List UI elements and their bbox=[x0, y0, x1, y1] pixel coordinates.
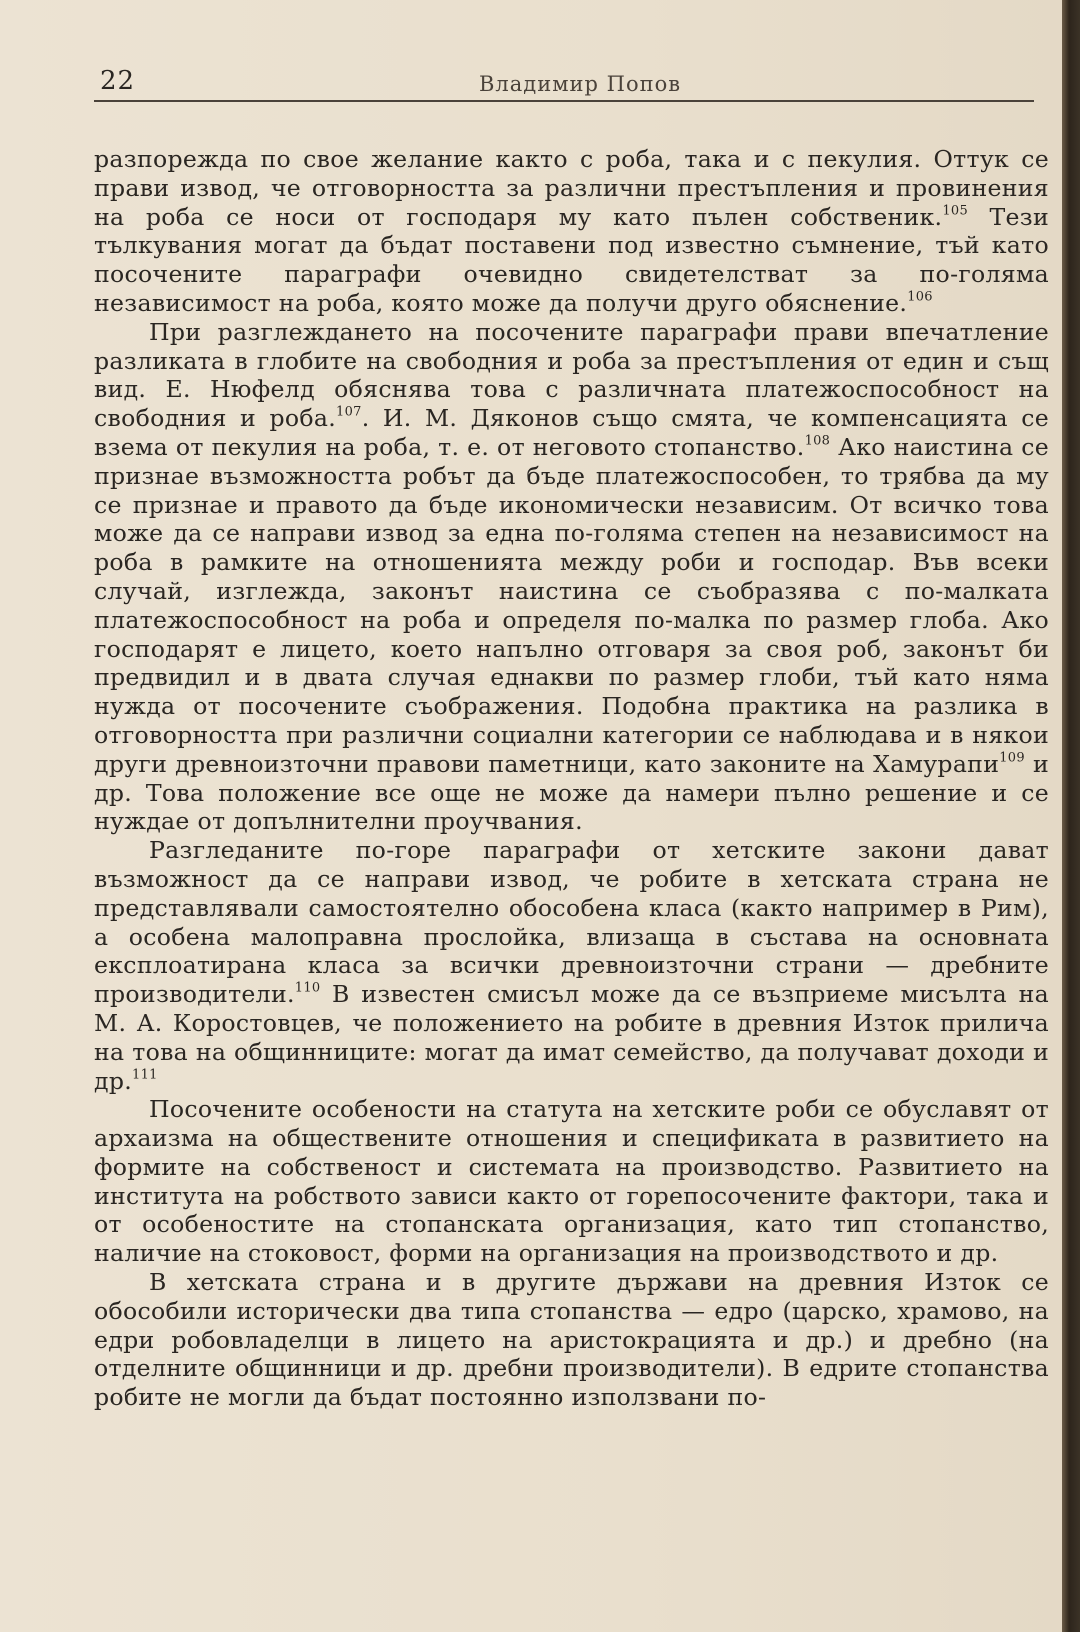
body-text bbox=[94, 145, 1049, 1412]
footnote-ref: 105 bbox=[942, 203, 969, 219]
paragraph-text: Посочените особености на статута на хетските роби се обуславят от архаизма на обществените отношения и спецификата в развитието на формите на собственост и системата на производство. Развитието на института на робството зависи както от горепосочените фактори, така и от особеностите на стопанската организация, като тип стопанство, наличие на стоковост, форми на организация на производството и др. bbox=[94, 1095, 1049, 1268]
paragraph-text: и др. Това положение все още не може да намери пълно решение и се нуждае от допълнителни проучвания. bbox=[94, 749, 1049, 836]
page-binding-edge bbox=[1062, 0, 1080, 1632]
footnote-ref: 110 bbox=[294, 980, 321, 996]
footnote-ref: 107 bbox=[336, 404, 362, 420]
page-header bbox=[94, 62, 1044, 102]
paragraph bbox=[94, 318, 1049, 836]
running-head: Владимир Попов bbox=[479, 72, 682, 96]
paragraph bbox=[94, 1268, 1049, 1412]
footnote-ref: 106 bbox=[907, 289, 933, 305]
footnote-ref: 111 bbox=[132, 1067, 158, 1083]
header-rule bbox=[94, 100, 1034, 102]
paragraph-text: В хетската страна и в другите държави на древния Изток се обособили исторически два типа стопанства — едро (царско, храмово, на едри робовладелци в лицето на аристокрацията и др.) и дребно (на отделните общинници и др. дребни производители). В едрите стопанства робите не могли да бъдат постоянно използвани по- bbox=[94, 1268, 1049, 1412]
paragraph bbox=[94, 145, 1049, 318]
paragraph-text: разпорежда по свое желание както с роба, така и с пекулия. Оттук се прави извод, че отговорността за различни престъпления и провинения на роба се носи от господаря му като пълен собственик. bbox=[94, 145, 1049, 231]
paragraph-text: При разглеждането на посочените параграфи прави впечатление разликата в глобите на свободния и роба за престъпления от един и същ вид. Е. Нюфелд обяснява това с различната платежоспособност на свободния и роба. bbox=[94, 317, 1049, 433]
footnote-ref: 109 bbox=[999, 750, 1025, 766]
paragraph bbox=[94, 1095, 1049, 1268]
paragraph-text: Тези тълкувания могат да бъдат поставени под известно съмнение, тъй като посочените параграфи очевидно свидетелстват за по-голяма независимост на роба, която може да получи друго обяснение. bbox=[94, 202, 1049, 317]
paragraph-text: В известен смисъл може да се възприеме мисълта на М. А. Коростовцев, че положението на робите в древния Изток прилича на това на общинниците: могат да имат семейство, да получават доходи и др. bbox=[94, 980, 1049, 1095]
paragraph-text: Разгледаните по-горе параграфи от хетските закони дават възможност да се направи извод, че робите в хетската страна не представлявали самостоятелно обособена класа (както например в Рим), а особена малоправна прослойка, влизаща в състава на основната експлоатирана класа за всички древноизточни страни — дребните производители. bbox=[94, 836, 1049, 1009]
paragraph-text: . И. М. Дяконов също смята, че компенсацията се взема от пекулия на роба, т. е. от неговото стопанство. bbox=[94, 404, 1049, 461]
page-number: 22 bbox=[100, 66, 136, 96]
paragraph-text: Ако наистина се признае възможността робът да бъде платежоспособен, то трябва да му се признае и правото да бъде икономически независим. От всичко това може да се направи извод за една по-голяма степен на независимост на роба в рамките на отношенията между роби и господар. Във всеки случай, изглежда, законът наистина се съобразява с по-малката платежоспособност на роба и определя по-малка по размер глоба. Ако господарят е лицето, което напълно отговаря за своя роб, законът би предвидил и в двата случая еднакви по размер глоби, тъй като няма нужда от посочените съображения. Подобна практика на разлика в отговорността при различни социални категории се наблюдава и в някои други древноизточни правови паметници, като законите на Хамурапи bbox=[94, 432, 1049, 778]
footnote-ref: 108 bbox=[804, 433, 831, 449]
paragraph bbox=[94, 836, 1049, 1095]
